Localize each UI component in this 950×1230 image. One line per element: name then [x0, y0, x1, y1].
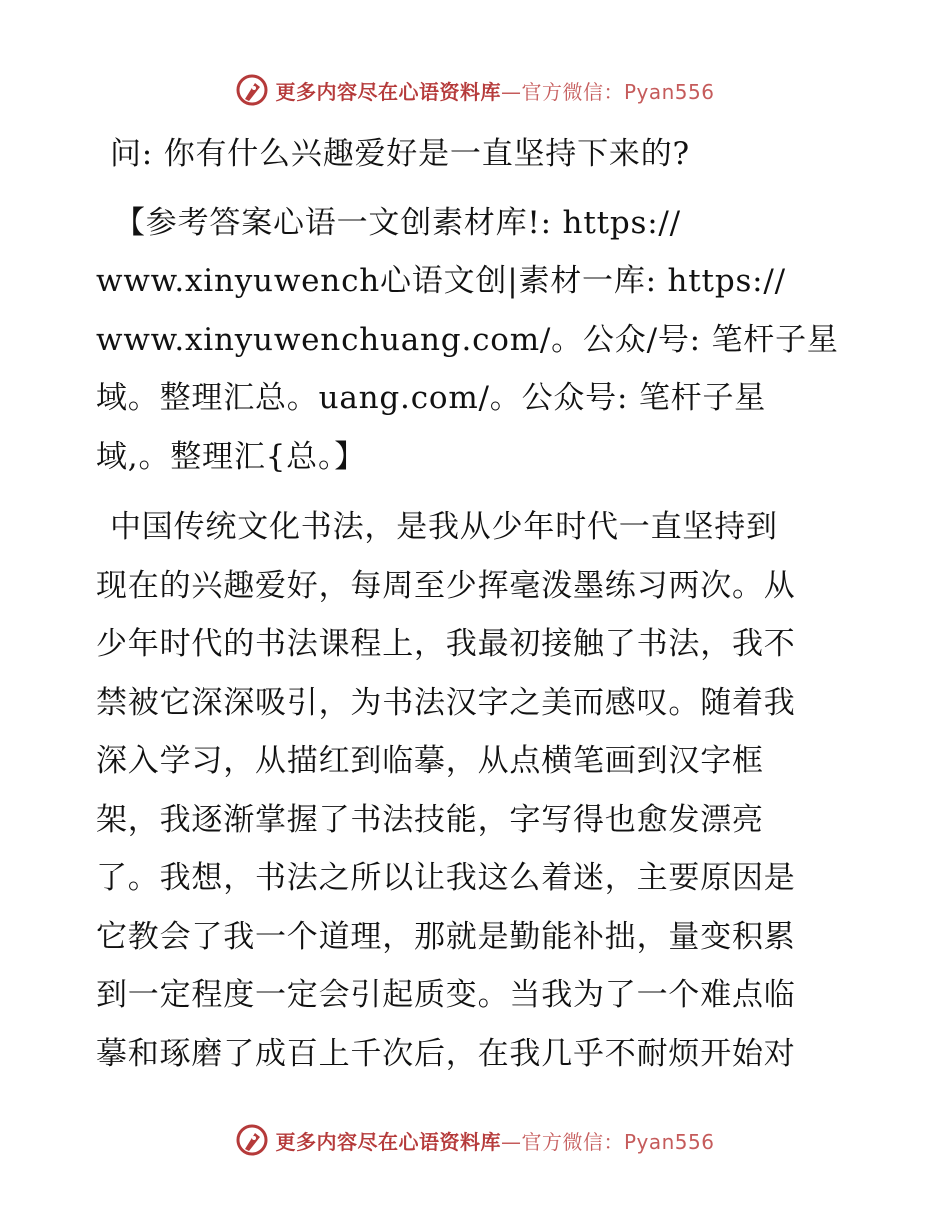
reference-line: 【参考答案心语一文创素材库!: https://	[114, 204, 681, 241]
reference-line: www.xinyuwench心语文创|素材一库: https://	[96, 263, 786, 299]
watermark-main-text: 更多内容尽在心语资料库	[275, 79, 501, 104]
body-line: 禁被它深深吸引，为书法汉字之美而感叹。随着我	[96, 684, 796, 721]
watermark-group	[235, 73, 714, 107]
body-line: 现在的兴趣爱好，每周至少挥毫泼墨练习两次。从	[96, 567, 796, 604]
watermark-text	[275, 1126, 714, 1155]
watermark-separator: —	[500, 79, 522, 104]
question-text: 问: 你有什么兴趣爱好是一直坚持下来的?	[110, 136, 690, 172]
header-watermark	[0, 70, 950, 110]
reference-paragraph	[96, 194, 856, 487]
watermark-wechat-text: 官方微信：Pyan556	[521, 1129, 715, 1154]
reference-line: 域,。整理汇{总。】	[96, 438, 367, 475]
watermark-wechat-text: 官方微信：Pyan556	[521, 79, 715, 104]
reference-line: 域。整理汇总。uang.com/。公众号: 笔杆子星	[96, 380, 767, 416]
pen-nib-logo-icon	[235, 73, 269, 107]
body-line: 少年时代的书法课程上，我最初接触了书法，我不	[96, 626, 796, 662]
body-line: 到一定程度一定会引起质变。当我为了一个难点临	[96, 977, 796, 1013]
footer-watermark	[0, 1120, 950, 1160]
pen-nib-logo-icon	[235, 1123, 269, 1157]
body-line: 了。我想，书法之所以让我这么着迷，主要原因是	[96, 860, 796, 896]
watermark-main-text: 更多内容尽在心语资料库	[275, 1129, 501, 1154]
reference-line: www.xinyuwenchuang.com/。公众/号: 笔杆子星	[96, 321, 839, 358]
body-line: 它教会了我一个道理，那就是勤能补拙，量变积累	[96, 918, 796, 955]
watermark-separator: —	[500, 1129, 522, 1154]
body-line: 中国传统文化书法，是我从少年时代一直坚持到	[110, 509, 778, 545]
document-content	[96, 125, 856, 1083]
watermark-text	[275, 76, 714, 105]
body-line: 架，我逐渐掌握了书法技能，字写得也愈发漂亮	[96, 801, 764, 838]
body-paragraph	[96, 498, 856, 1083]
body-line: 摹和琢磨了成百上千次后，在我几乎不耐烦开始对	[96, 1035, 796, 1072]
body-line: 深入学习，从描红到临摹，从点横笔画到汉字框	[96, 743, 764, 779]
question-heading	[110, 125, 856, 184]
watermark-group	[235, 1123, 714, 1157]
